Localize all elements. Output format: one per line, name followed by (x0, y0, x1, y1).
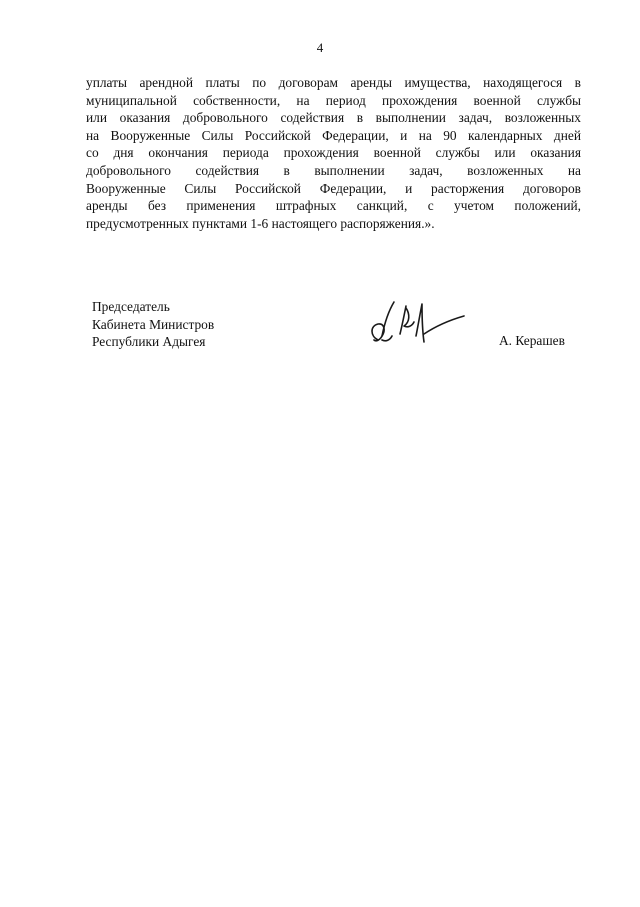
signatory-title-line: Кабинета Министров (92, 316, 215, 332)
handwritten-signature (364, 296, 470, 354)
body-line: уплаты арендной платы по договорам аренды имущества, находящегося в (86, 75, 581, 90)
body-line: со дня окончания периода прохождения военной службы или оказания (86, 145, 581, 161)
body-line: добровольного содействия в выполнении задач, возложенных на (86, 162, 581, 178)
signer-name: А. Керашев (499, 333, 565, 348)
body-line: Вооруженные Силы Российской Федерации, и расторжения договоров (86, 180, 581, 196)
body-line: предусмотренных пунктами 1-6 настоящего распоряжения.». (86, 215, 435, 231)
body-line: аренды без применения штрафных санкций, с учетом положений, (86, 198, 581, 214)
page-number: 4 (316, 40, 324, 55)
body-line: муниципальной собственности, на период прохождения военной службы (86, 92, 581, 108)
signatory-title-line: Председатель (92, 299, 170, 314)
body-line: на Вооруженные Силы Российской Федерации, и на 90 календарных дней (86, 127, 581, 143)
signatory-title (92, 298, 214, 351)
body-paragraph (86, 74, 581, 232)
body-line: или оказания добровольного содействия в выполнении задач, возложенных (86, 110, 581, 126)
signatory-title-line: Республики Адыгея (92, 334, 206, 349)
